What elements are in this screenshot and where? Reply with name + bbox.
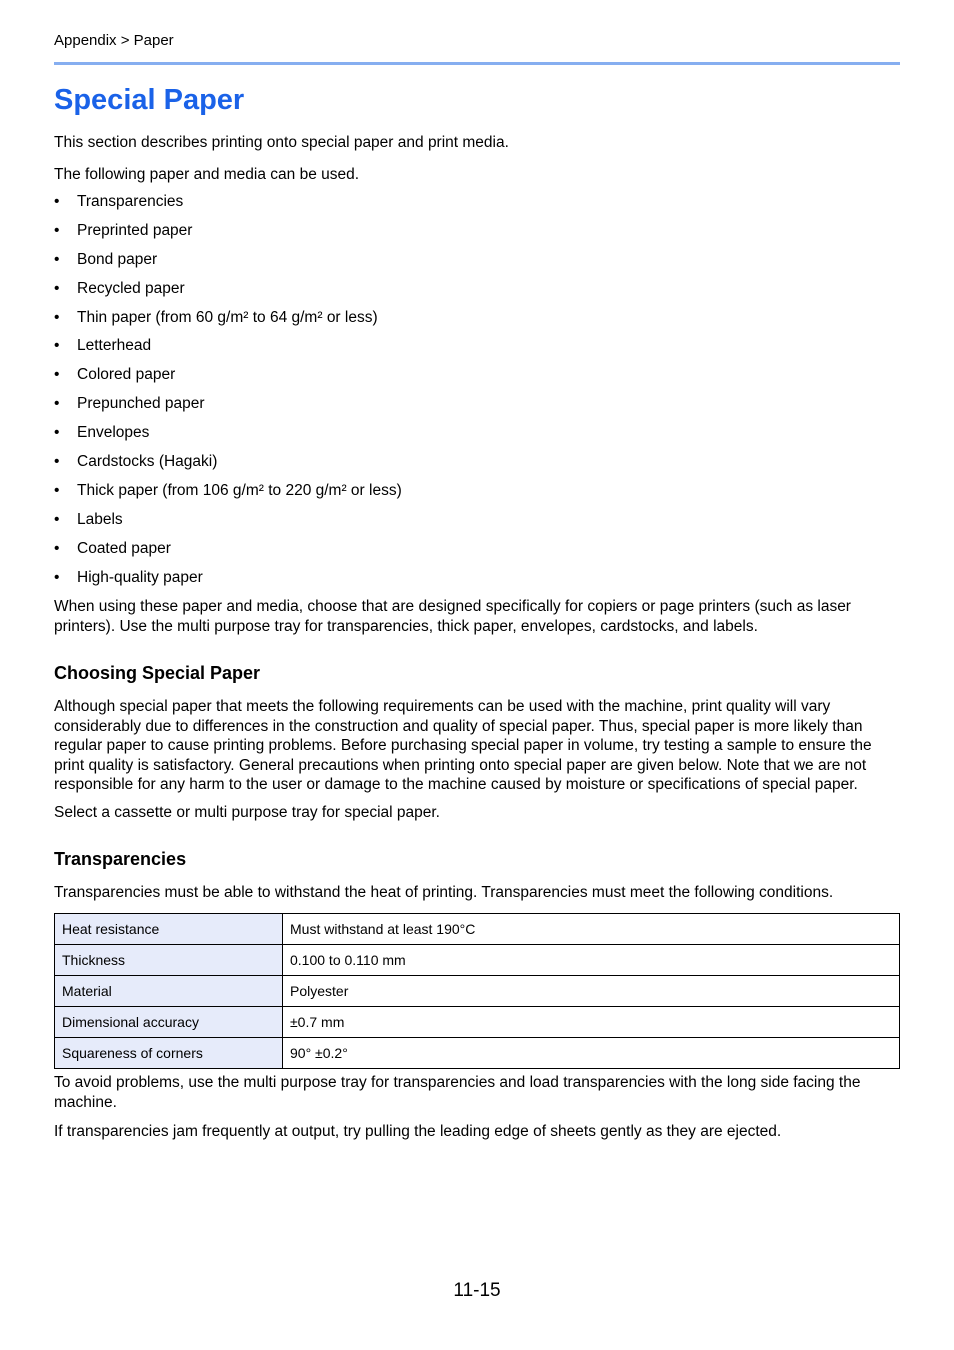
list-item-text: Transparencies bbox=[77, 193, 184, 210]
usage-note: When using these paper and media, choose that are designed specifically for copiers or page printers (such as laser printers). Use the multi purpose tray for transparencies, thick paper, envelopes, cardstocks, and labels. bbox=[54, 598, 851, 635]
bullet: • bbox=[54, 424, 60, 442]
list-item bbox=[54, 510, 402, 539]
list-item-text: Preprinted paper bbox=[77, 221, 193, 239]
media-list bbox=[54, 192, 402, 596]
list-item bbox=[54, 539, 402, 568]
spec-value: 90° ±0.2° bbox=[283, 1038, 900, 1069]
table-row bbox=[55, 1038, 900, 1069]
choosing-heading: Choosing Special Paper bbox=[54, 663, 261, 683]
list-item bbox=[54, 308, 402, 337]
bullet: • bbox=[54, 250, 60, 268]
spec-label: Thickness bbox=[55, 945, 283, 976]
transparencies-heading: Transparencies bbox=[54, 849, 187, 869]
bullet: • bbox=[54, 395, 60, 413]
list-item-text: Thick paper (from 106 g/m² to 220 g/m² or less) bbox=[77, 481, 402, 499]
list-item-text: Thin paper (from 60 g/m² to 64 g/m² or less) bbox=[77, 308, 378, 326]
page-title: Special Paper bbox=[54, 84, 245, 116]
list-item-text: Bond paper bbox=[77, 250, 158, 268]
choosing-tray-note: Select a cassette or multi purpose tray for special paper. bbox=[54, 804, 440, 821]
bullet: • bbox=[54, 337, 60, 355]
list-item bbox=[54, 279, 402, 308]
spec-label: Squareness of corners bbox=[55, 1038, 283, 1069]
list-item-text: Coated paper bbox=[77, 539, 171, 557]
list-item-text: Letterhead bbox=[77, 337, 152, 355]
bullet: • bbox=[54, 221, 60, 239]
intro-paragraph: This section describes printing onto special paper and print media. bbox=[54, 134, 509, 151]
list-item bbox=[54, 365, 402, 394]
list-item-text: Envelopes bbox=[77, 424, 150, 442]
list-item bbox=[54, 336, 402, 365]
spec-value: Must withstand at least 190°C bbox=[283, 914, 900, 945]
list-item-text: Labels bbox=[77, 510, 123, 528]
header-divider bbox=[54, 62, 900, 65]
spec-label: Heat resistance bbox=[55, 914, 283, 945]
bullet: • bbox=[54, 193, 60, 210]
list-item-text: High-quality paper bbox=[77, 568, 203, 586]
breadcrumb: Appendix > Paper bbox=[54, 32, 174, 49]
transparencies-intro: Transparencies must be able to withstand the heat of printing. Transparencies must meet the following conditions. bbox=[54, 884, 834, 901]
spec-label: Dimensional accuracy bbox=[55, 1007, 283, 1038]
table-row bbox=[55, 1007, 900, 1038]
spec-value: Polyester bbox=[283, 976, 900, 1007]
spec-value: ±0.7 mm bbox=[283, 1007, 900, 1038]
spec-label: Material bbox=[55, 976, 283, 1007]
list-item-text: Cardstocks (Hagaki) bbox=[77, 453, 218, 471]
list-item bbox=[54, 452, 402, 481]
list-item-text: Recycled paper bbox=[77, 279, 185, 297]
list-item bbox=[54, 221, 402, 250]
list-item bbox=[54, 481, 402, 510]
choosing-paragraph: Although special paper that meets the following requirements can be used with the machine, print quality will vary considerably due to differences in the construction and quality of special paper. Thus, special paper is more likely than regular paper to cause printing problems. Before purchasing special paper in volume, try testing a sample to ensure the print quality is satisfactory. General precautions when printing onto special paper are given below. Note that we are not responsible for any harm to the user or damage to the machine caused by moisture or specifications of special paper. bbox=[54, 698, 872, 793]
bullet: • bbox=[54, 568, 60, 586]
list-item-text: Prepunched paper bbox=[77, 395, 205, 413]
page-number: 11-15 bbox=[453, 1280, 501, 1301]
list-item bbox=[54, 568, 402, 597]
list-item bbox=[54, 423, 402, 452]
media-list-intro: The following paper and media can be used. bbox=[54, 166, 360, 183]
transparency-spec-table bbox=[54, 913, 900, 1069]
list-item bbox=[54, 250, 402, 279]
transparencies-jam-note: If transparencies jam frequently at output, try pulling the leading edge of sheets gently as they are ejected. bbox=[54, 1123, 782, 1140]
spec-value: 0.100 to 0.110 mm bbox=[283, 945, 900, 976]
bullet: • bbox=[54, 481, 60, 499]
list-item-text: Colored paper bbox=[77, 366, 176, 384]
list-item bbox=[54, 394, 402, 423]
table-row bbox=[55, 945, 900, 976]
bullet: • bbox=[54, 366, 60, 384]
list-item bbox=[54, 192, 402, 221]
bullet: • bbox=[54, 510, 60, 528]
bullet: • bbox=[54, 453, 60, 471]
bullet: • bbox=[54, 539, 60, 557]
transparencies-load-note: To avoid problems, use the multi purpose tray for transparencies and load transparencies with the long side facing the machine. bbox=[54, 1074, 861, 1111]
table-row bbox=[55, 976, 900, 1007]
bullet: • bbox=[54, 308, 60, 326]
table-row bbox=[55, 914, 900, 945]
bullet: • bbox=[54, 279, 60, 297]
